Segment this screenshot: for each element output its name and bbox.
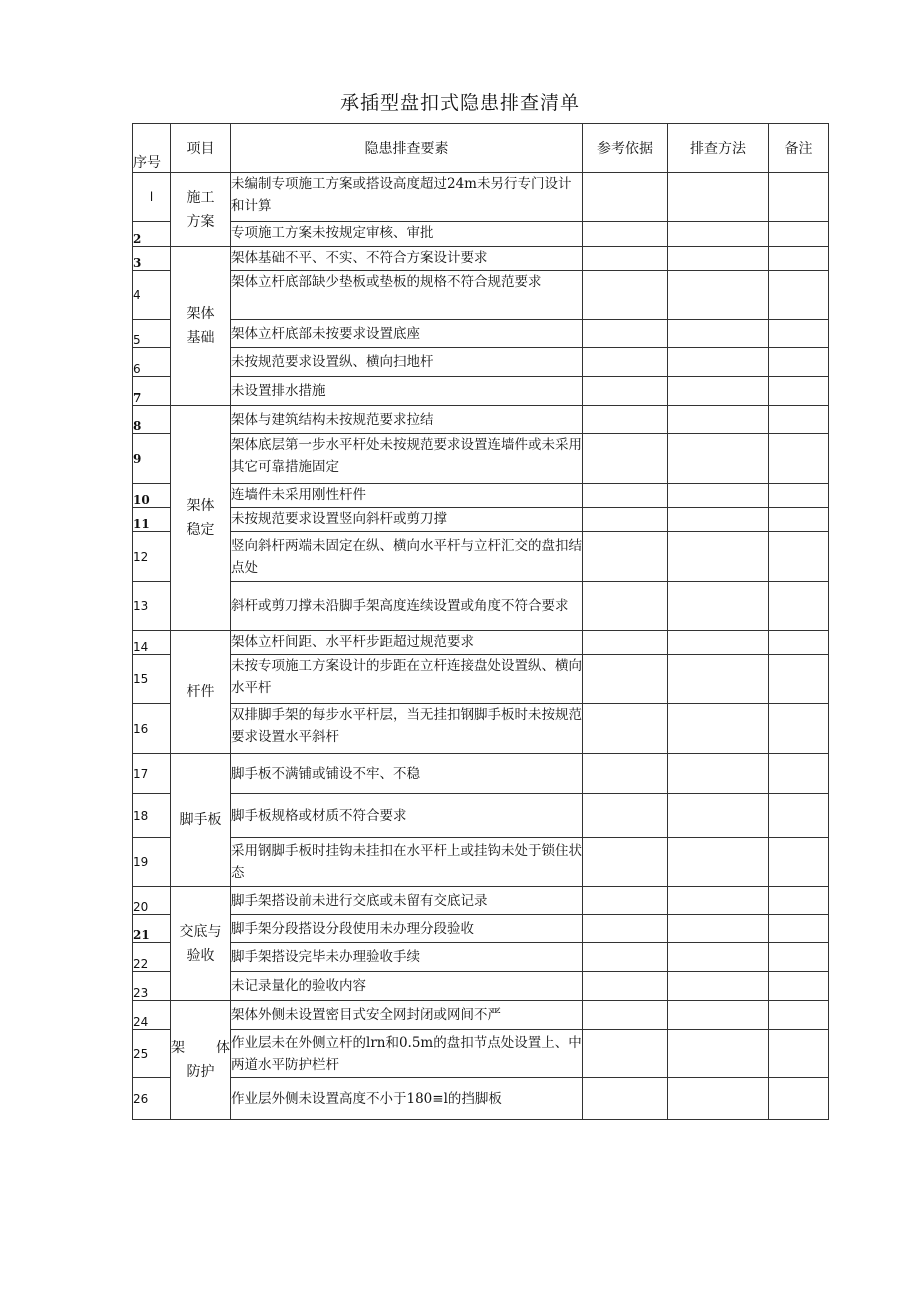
- method-cell: [668, 582, 769, 631]
- method-cell: [668, 887, 769, 915]
- table-row: [133, 1078, 829, 1120]
- table-row: [133, 582, 829, 631]
- basis-cell: [583, 754, 668, 794]
- remark-cell: [769, 972, 829, 1001]
- method-cell: [668, 1078, 769, 1120]
- basis-cell: [583, 247, 668, 271]
- row-number: 4: [133, 271, 171, 320]
- remark-cell: [769, 838, 829, 887]
- method-cell: [668, 320, 769, 348]
- remark-cell: [769, 655, 829, 704]
- row-number: 11: [133, 508, 171, 532]
- header-element: 隐患排查要素: [231, 124, 583, 173]
- basis-cell: [583, 887, 668, 915]
- item-text: 未设置排水措施: [231, 377, 583, 406]
- item-text: 竖向斜杆两端未固定在纵、横向水平杆与立杆汇交的盘扣结点处: [231, 532, 583, 582]
- table-row: [133, 1030, 829, 1078]
- basis-cell: [583, 1030, 668, 1078]
- basis-cell: [583, 532, 668, 582]
- basis-cell: [583, 582, 668, 631]
- remark-cell: [769, 704, 829, 754]
- item-text: 架体底层第一步水平杆处未按规范要求设置连墙件或未采用其它可靠措施固定: [231, 434, 583, 484]
- table-row: [133, 532, 829, 582]
- table-row: [133, 943, 829, 972]
- remark-cell: [769, 247, 829, 271]
- item-text: 专项施工方案未按规定审核、审批: [231, 222, 583, 247]
- basis-cell: [583, 631, 668, 655]
- hazard-checklist-table: [132, 123, 829, 1120]
- remark-cell: [769, 794, 829, 838]
- remark-cell: [769, 754, 829, 794]
- remark-cell: [769, 434, 829, 484]
- method-cell: [668, 434, 769, 484]
- item-text: 脚手板不满铺或铺设不牢、不稳: [231, 754, 583, 794]
- row-number: 20: [133, 887, 171, 915]
- basis-cell: [583, 320, 668, 348]
- group-label: 交底与 验收: [171, 887, 231, 1001]
- remark-cell: [769, 508, 829, 532]
- basis-cell: [583, 943, 668, 972]
- item-text: 架体与建筑结构未按规范要求拉结: [231, 406, 583, 434]
- page-title: 承插型盘扣式隐患排查清单: [339, 92, 580, 114]
- item-text: 斜杆或剪刀撑未沿脚手架高度连续设置或角度不符合要求: [231, 582, 583, 631]
- basis-cell: [583, 838, 668, 887]
- method-cell: [668, 631, 769, 655]
- remark-cell: [769, 222, 829, 247]
- basis-cell: [583, 222, 668, 247]
- basis-cell: [583, 377, 668, 406]
- item-text: 作业层未在外侧立杆的lrn和0.5m的盘扣节点处设置上、中两道水平防护栏杆: [231, 1030, 583, 1078]
- item-text: 未记录量化的验收内容: [231, 972, 583, 1001]
- group-label: 架体 基础: [171, 247, 231, 406]
- row-number: 21: [133, 915, 171, 943]
- method-cell: [668, 704, 769, 754]
- method-cell: [668, 943, 769, 972]
- header-method: 排查方法: [668, 124, 769, 173]
- row-number: 3: [133, 247, 171, 271]
- row-number: 8: [133, 406, 171, 434]
- row-number: 10: [133, 484, 171, 508]
- basis-cell: [583, 434, 668, 484]
- row-number: l: [133, 173, 171, 222]
- row-number: 16: [133, 704, 171, 754]
- method-cell: [668, 484, 769, 508]
- basis-cell: [583, 1001, 668, 1030]
- item-text: 脚手架搭设前未进行交底或未留有交底记录: [231, 887, 583, 915]
- method-cell: [668, 1001, 769, 1030]
- method-cell: [668, 754, 769, 794]
- remark-cell: [769, 271, 829, 320]
- table-row: [133, 704, 829, 754]
- remark-cell: [769, 943, 829, 972]
- row-number: 25: [133, 1030, 171, 1078]
- group-label: 施工 方案: [171, 173, 231, 247]
- basis-cell: [583, 704, 668, 754]
- group-label: 脚手板: [171, 754, 231, 887]
- table-row: [133, 655, 829, 704]
- item-text: 作业层外侧未设置高度不小于180≡l的挡脚板: [231, 1078, 583, 1120]
- row-number: 26: [133, 1078, 171, 1120]
- row-number: 7: [133, 377, 171, 406]
- table-row: [133, 320, 829, 348]
- remark-cell: [769, 631, 829, 655]
- basis-cell: [583, 508, 668, 532]
- row-number: 18: [133, 794, 171, 838]
- item-text: 连墙件未采用刚性杆件: [231, 484, 583, 508]
- item-text: 架体立杆底部未按要求设置底座: [231, 320, 583, 348]
- header-basis: 参考依据: [583, 124, 668, 173]
- table-row: [133, 754, 829, 794]
- group-label: 杆件: [171, 631, 231, 754]
- item-text: 架体立杆底部缺少垫板或垫板的规格不符合规范要求: [231, 271, 583, 320]
- method-cell: [668, 271, 769, 320]
- method-cell: [668, 794, 769, 838]
- remark-cell: [769, 406, 829, 434]
- header-project: 项目: [171, 124, 231, 173]
- method-cell: [668, 247, 769, 271]
- item-text: 脚手架搭设完毕未办理验收手续: [231, 943, 583, 972]
- item-text: 采用钢脚手板时挂钩未挂扣在水平杆上或挂钩未处于锁住状态: [231, 838, 583, 887]
- row-number: 6: [133, 348, 171, 377]
- row-number: 17: [133, 754, 171, 794]
- basis-cell: [583, 1078, 668, 1120]
- item-text: 未编制专项施工方案或搭设高度超过24m未另行专门设计和计算: [231, 173, 583, 222]
- remark-cell: [769, 173, 829, 222]
- remark-cell: [769, 348, 829, 377]
- basis-cell: [583, 972, 668, 1001]
- table-row: [133, 271, 829, 320]
- item-text: 双排脚手架的每步水平杆层，当无挂扣钢脚手板时未按规范要求设置水平斜杆: [231, 704, 583, 754]
- table-row: [133, 794, 829, 838]
- row-number: 2: [133, 222, 171, 247]
- table-row: [133, 247, 829, 271]
- remark-cell: [769, 1078, 829, 1120]
- table-row: [133, 1001, 829, 1030]
- item-text: 架体外侧未设置密目式安全网封闭或网间不严: [231, 1001, 583, 1030]
- row-number: 24: [133, 1001, 171, 1030]
- method-cell: [668, 173, 769, 222]
- table-row: [133, 377, 829, 406]
- table-row: [133, 173, 829, 222]
- table-header-row: [133, 124, 829, 173]
- table-row: [133, 915, 829, 943]
- header-no: 序号: [133, 124, 171, 173]
- method-cell: [668, 838, 769, 887]
- group-label: 架 体 防护: [171, 1001, 231, 1120]
- method-cell: [668, 508, 769, 532]
- basis-cell: [583, 348, 668, 377]
- row-number: 19: [133, 838, 171, 887]
- basis-cell: [583, 406, 668, 434]
- table-row: [133, 222, 829, 247]
- remark-cell: [769, 915, 829, 943]
- item-text: 未按专项施工方案设计的步距在立杆连接盘处设置纵、横向水平杆: [231, 655, 583, 704]
- table-row: [133, 838, 829, 887]
- group-label: 架体 稳定: [171, 406, 231, 631]
- basis-cell: [583, 173, 668, 222]
- remark-cell: [769, 377, 829, 406]
- table-row: [133, 972, 829, 1001]
- row-number: 15: [133, 655, 171, 704]
- item-text: 脚手板规格或材质不符合要求: [231, 794, 583, 838]
- row-number: 14: [133, 631, 171, 655]
- row-number: 9: [133, 434, 171, 484]
- remark-cell: [769, 582, 829, 631]
- row-number: 22: [133, 943, 171, 972]
- table-row: [133, 484, 829, 508]
- method-cell: [668, 377, 769, 406]
- basis-cell: [583, 655, 668, 704]
- item-text: 未按规范要求设置竖向斜杆或剪刀撑: [231, 508, 583, 532]
- row-number: 23: [133, 972, 171, 1001]
- row-number: 12: [133, 532, 171, 582]
- method-cell: [668, 655, 769, 704]
- method-cell: [668, 1030, 769, 1078]
- item-text: 未按规范要求设置纵、横向扫地杆: [231, 348, 583, 377]
- method-cell: [668, 532, 769, 582]
- remark-cell: [769, 887, 829, 915]
- method-cell: [668, 222, 769, 247]
- basis-cell: [583, 915, 668, 943]
- item-text: 脚手架分段搭设分段使用未办理分段验收: [231, 915, 583, 943]
- table-row: [133, 887, 829, 915]
- basis-cell: [583, 271, 668, 320]
- remark-cell: [769, 532, 829, 582]
- method-cell: [668, 406, 769, 434]
- row-number: 5: [133, 320, 171, 348]
- remark-cell: [769, 1030, 829, 1078]
- remark-cell: [769, 484, 829, 508]
- basis-cell: [583, 794, 668, 838]
- table-row: [133, 434, 829, 484]
- table-row: [133, 348, 829, 377]
- basis-cell: [583, 484, 668, 508]
- table-row: [133, 406, 829, 434]
- method-cell: [668, 972, 769, 1001]
- item-text: 架体基础不平、不实、不符合方案设计要求: [231, 247, 583, 271]
- item-text: 架体立杆间距、水平杆步距超过规范要求: [231, 631, 583, 655]
- method-cell: [668, 348, 769, 377]
- remark-cell: [769, 1001, 829, 1030]
- row-number: 13: [133, 582, 171, 631]
- remark-cell: [769, 320, 829, 348]
- table-row: [133, 631, 829, 655]
- header-remark: 备注: [769, 124, 829, 173]
- method-cell: [668, 915, 769, 943]
- table-row: [133, 508, 829, 532]
